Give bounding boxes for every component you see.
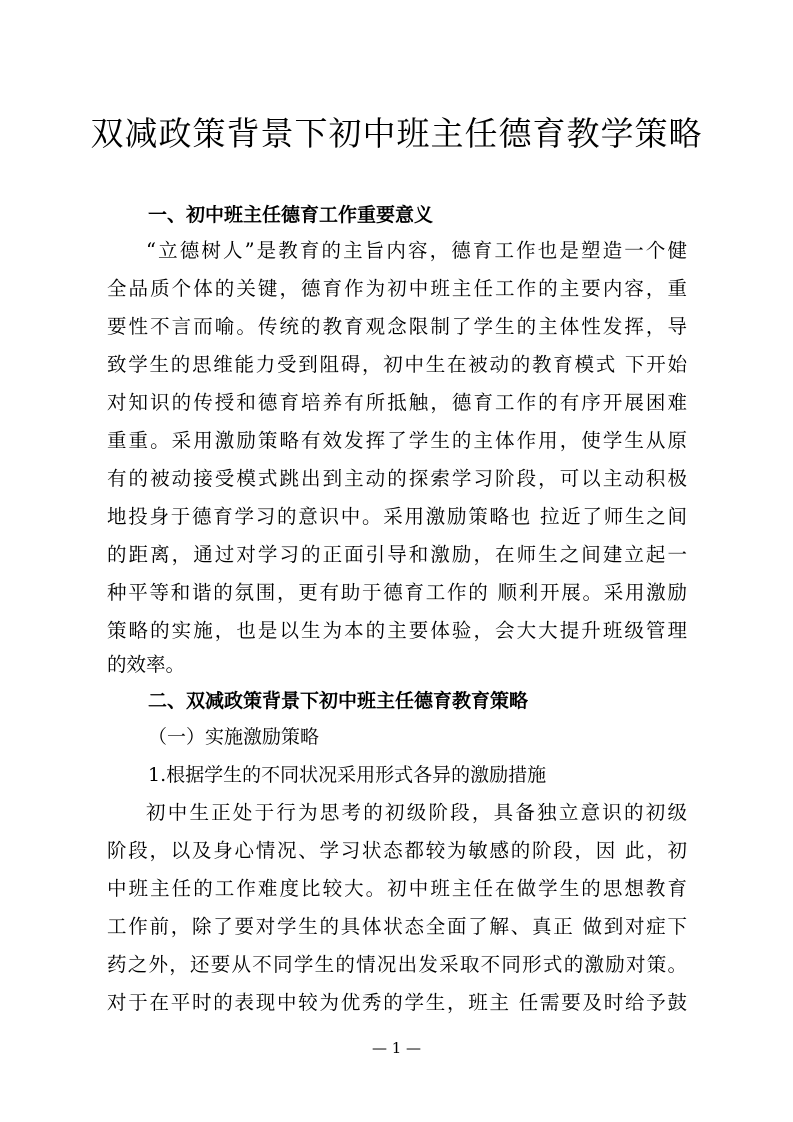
section-1-line-9: 的距离，通过对学习的正面引导和激励，在师生之间建立起一 bbox=[107, 543, 687, 566]
section-1-line-2: 全品质个体的关键，德育作为初中班主任工作的主要内容，重 bbox=[107, 277, 687, 300]
section-1-line-10: 种平等和谐的氛围，更有助于德育工作的 顺利开展。采用激励 bbox=[107, 581, 687, 604]
section-1-line-1: “立德树人”是教育的主旨内容，德育工作也是塑造一个健 bbox=[146, 239, 687, 262]
section-1-line-5: 对知识的传授和德育培养有所抵触，德育工作的有序开展困难 bbox=[107, 391, 687, 414]
section-2-line-5: 药之外，还要从不同学生的情况出发采取不同形式的激励对策。 bbox=[107, 953, 687, 976]
section-1-line-6: 重重。采用激励策略有效发挥了学生的主体作用，使学生从原 bbox=[107, 429, 687, 452]
section-1-line-11: 策略的实施，也是以生为本的主要体验，会大大提升班级管理 bbox=[107, 619, 687, 642]
section-1-line-4: 致学生的思维能力受到阻碍，初中生在被动的教育模式 下开始 bbox=[107, 353, 687, 376]
section-2-line-6: 对于在平时的表现中较为优秀的学生，班主 任需要及时给予鼓 bbox=[107, 991, 687, 1014]
document-title: 双减政策背景下初中班主任德育教学策略 bbox=[90, 114, 703, 153]
section-2-line-1: 初中生正处于行为思考的初级阶段，具备独立意识的初级 bbox=[146, 801, 687, 824]
section-2-subheading: （一）实施激励策略 bbox=[148, 726, 320, 748]
section-2-line-2: 阶段，以及身心情况、学习状态都较为敏感的阶段，因 此，初 bbox=[107, 839, 687, 862]
section-2-heading: 二、双减政策背景下初中班主任德育教育策略 bbox=[148, 690, 529, 712]
section-1-line-8: 地投身于德育学习的意识中。采用激励策略也 拉近了师生之间 bbox=[107, 505, 687, 528]
page-number: — 1 — bbox=[371, 1039, 422, 1057]
section-1-heading: 一、初中班主任德育工作重要意义 bbox=[148, 204, 434, 226]
section-2-line-4: 工作前，除了要对学生的具体状态全面了解、真正 做到对症下 bbox=[107, 915, 687, 938]
section-2-line-3: 中班主任的工作难度比较大。初中班主任在做学生的思想教育 bbox=[107, 877, 687, 900]
section-1-line-3: 要性不言而喻。传统的教育观念限制了学生的主体性发挥，导 bbox=[107, 315, 687, 338]
section-1-line-7: 有的被动接受模式跳出到主动的探索学习阶段，可以主动积极 bbox=[107, 467, 687, 490]
section-1-line-12: 的效率。 bbox=[107, 653, 186, 676]
section-2-item-heading: 1.根据学生的不同状况采用形式各异的激励措施 bbox=[148, 764, 547, 786]
